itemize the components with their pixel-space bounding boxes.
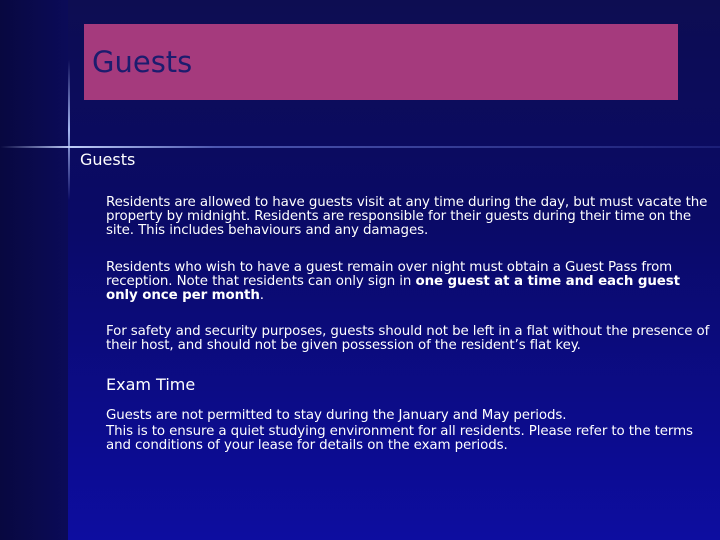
paragraph-guest-pass-end: . bbox=[259, 288, 264, 303]
section-heading-exam-time: Exam Time bbox=[106, 375, 196, 394]
paragraph-guest-pass-bold: one guest at a time and each guest only once per month bbox=[106, 274, 680, 303]
paragraph-guest-pass-text: Residents who wish to have a guest remain over night must obtain a Guest Pass from reception. Note that residents can only sign in bbox=[106, 260, 673, 289]
decorative-horizontal-line bbox=[0, 146, 720, 148]
slide-title: Guests bbox=[92, 45, 193, 79]
left-band bbox=[0, 0, 68, 540]
section-heading-guests: Guests bbox=[80, 150, 136, 169]
paragraph-quiet-environment: This is to ensure a quiet studying environment for all residents. Please refer to the terms and conditions of your lease for details on the exam periods. bbox=[106, 424, 693, 453]
paragraph-guest-visits: Residents are allowed to have guests visit at any time during the day, but must vacate the property by midnight. Residents are responsible for their guests during their time on the site. This includes behaviours and any damages. bbox=[106, 195, 708, 238]
paragraph-exam-periods: Guests are not permitted to stay during the January and May periods. bbox=[106, 408, 567, 423]
decorative-vertical-line bbox=[68, 60, 70, 200]
paragraph-safety: For safety and security purposes, guests should not be left in a flat without the presence of their host, and should not be given possession of the resident’s flat key. bbox=[106, 324, 710, 353]
title-box bbox=[84, 24, 678, 100]
paragraph-guest-pass bbox=[106, 261, 716, 303]
slide-content bbox=[80, 150, 716, 453]
